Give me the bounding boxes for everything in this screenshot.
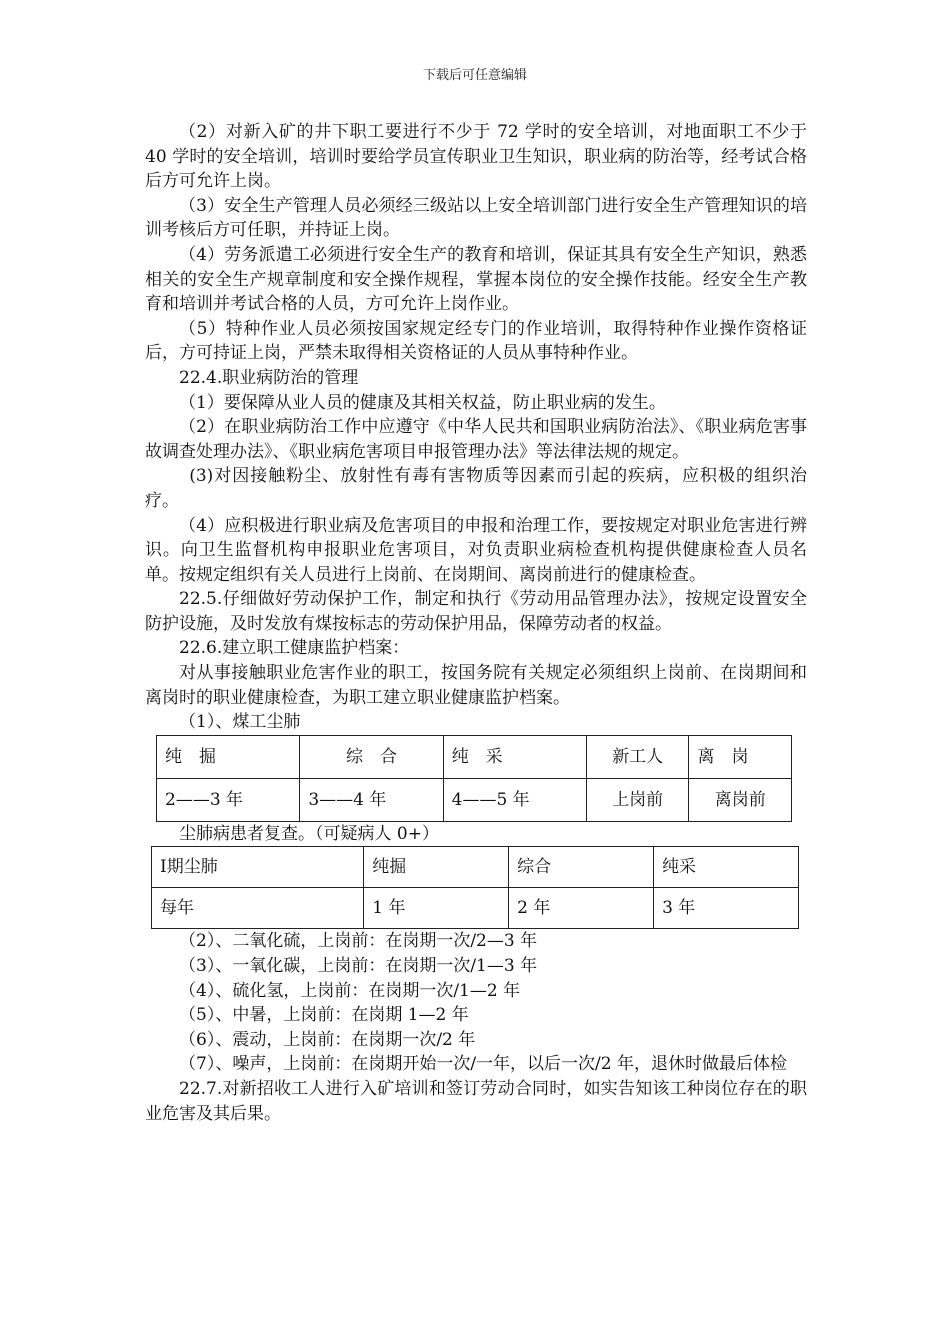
paragraph: （1）要保障从业人员的健康及其相关权益，防止职业病的发生。 xyxy=(179,392,666,413)
table-cell: 每年 xyxy=(152,888,364,929)
page-header: 下载后可任意编辑 xyxy=(422,68,527,83)
section-heading: 22.6.建立职工健康监护档案： xyxy=(179,638,410,659)
paragraph: （2）对新入矿的井下职工要进行不少于 72 学时的安全培训，对地面职工不少于 40 学时的安全培训，培训时要给学员宣传职业卫生知识，职业病的防治等，经考试合格后方可允许上岗。 xyxy=(145,122,807,192)
table-cell: 综 合 xyxy=(300,735,443,778)
table-cell: 离岗前 xyxy=(689,778,792,821)
table-cell: 纯 采 xyxy=(443,735,586,778)
table-cell: 纯采 xyxy=(654,847,799,888)
table-cell: 纯掘 xyxy=(364,847,509,888)
table-cell: 2——3 年 xyxy=(157,778,300,821)
table-cell: 3——4 年 xyxy=(300,778,443,821)
table-row xyxy=(157,778,792,821)
section-heading: 22.5.仔细做好劳动保护工作，制定和执行《劳动用品管理办法》，按规定设置安全防护设施，及时发放有煤按标志的劳动保护用品，保障劳动者的权益。 xyxy=(145,589,807,634)
table-cell: 1 年 xyxy=(364,888,509,929)
paragraph: （4）劳务派遣工必须进行安全生产的教育和培训，保证其具有安全生产知识，熟悉相关的安全生产规章制度和安全操作规程，掌握本岗位的安全操作技能。经安全生产教育和培训并考试合格的人员，方可允许上岗作业。 xyxy=(145,244,807,315)
list-item: （2）、二氧化硫，上岗前：在岗期一次/2—3 年 xyxy=(179,931,538,952)
table-cell: 新工人 xyxy=(586,735,689,778)
table-cell: 综合 xyxy=(509,847,654,888)
table-row xyxy=(152,888,799,929)
section-heading: 22.4.职业病防治的管理 xyxy=(179,367,359,388)
paragraph: (3)对因接触粉尘、放射性有毒有害物质等因素而引起的疾病，应积极的组织治疗。 xyxy=(145,466,807,511)
table-title: （1）、煤工尘肺 xyxy=(179,712,301,733)
list-item: （4）、硫化氢，上岗前：在岗期一次/1—2 年 xyxy=(179,980,521,1001)
table-cell: 纯 掘 xyxy=(157,735,300,778)
table-cell: 2 年 xyxy=(509,888,654,929)
table-cell: 离 岗 xyxy=(689,735,792,778)
table-cell: Ⅰ期尘肺 xyxy=(152,847,364,888)
section-heading: 22.7.对新招收工人进行入矿培训和签订劳动合同时，如实告知该工种岗位存在的职业危害及其后果。 xyxy=(145,1079,807,1124)
table-cell: 4——5 年 xyxy=(443,778,586,821)
pneumoconiosis-schedule-table xyxy=(156,735,792,822)
paragraph: （4）应积极进行职业病及危害项目的申报和治理工作，要按规定对职业危害进行辨识。向卫生监督机构申报职业危害项目，对负责职业病检查机构提供健康检查人员名单。按规定组织有关人员进行上岗前、在岗期间、离岗前进行的健康检查。 xyxy=(145,515,807,585)
paragraph: （7）、噪声，上岗前：在岗期开始一次/一年，以后一次/2 年，退休时做最后体检 xyxy=(179,1054,787,1075)
table-cell: 上岗前 xyxy=(586,778,689,821)
table-caption: 尘肺病患者复查。（可疑病人 0+） xyxy=(179,823,439,844)
paragraph: （5）特种作业人员必须按国家规定经专门的作业培训，取得特种作业操作资格证后，方可持证上岗，严禁未取得相关资格证的人员从事特种作业。 xyxy=(145,318,807,364)
list-item: （6）、震动，上岗前：在岗期一次/2 年 xyxy=(179,1029,476,1050)
list-item: （5）、中暑，上岗前：在岗期 1—2 年 xyxy=(179,1005,469,1026)
paragraph: （3）安全生产管理人员必须经三级站以上安全培训部门进行安全生产管理知识的培训考核后方可任职，并持证上岗。 xyxy=(145,195,807,241)
paragraph: （2）在职业病防治工作中应遵守《中华人民共和国职业病防治法》、《职业病危害事故调查处理办法》、《职业病危害项目申报管理办法》等法律法规的规定。 xyxy=(145,417,807,462)
list-item: （3）、一氧化碳，上岗前：在岗期一次/1—3 年 xyxy=(179,956,538,977)
paragraph: 对从事接触职业危害作业的职工，按国务院有关规定必须组织上岗前、在岗期间和离岗时的职业健康检查，为职工建立职业健康监护档案。 xyxy=(145,663,807,708)
document-body xyxy=(145,120,807,1126)
table-cell: 3 年 xyxy=(654,888,799,929)
table-row xyxy=(152,847,799,888)
table-row xyxy=(157,735,792,778)
recheck-schedule-table xyxy=(151,846,799,929)
